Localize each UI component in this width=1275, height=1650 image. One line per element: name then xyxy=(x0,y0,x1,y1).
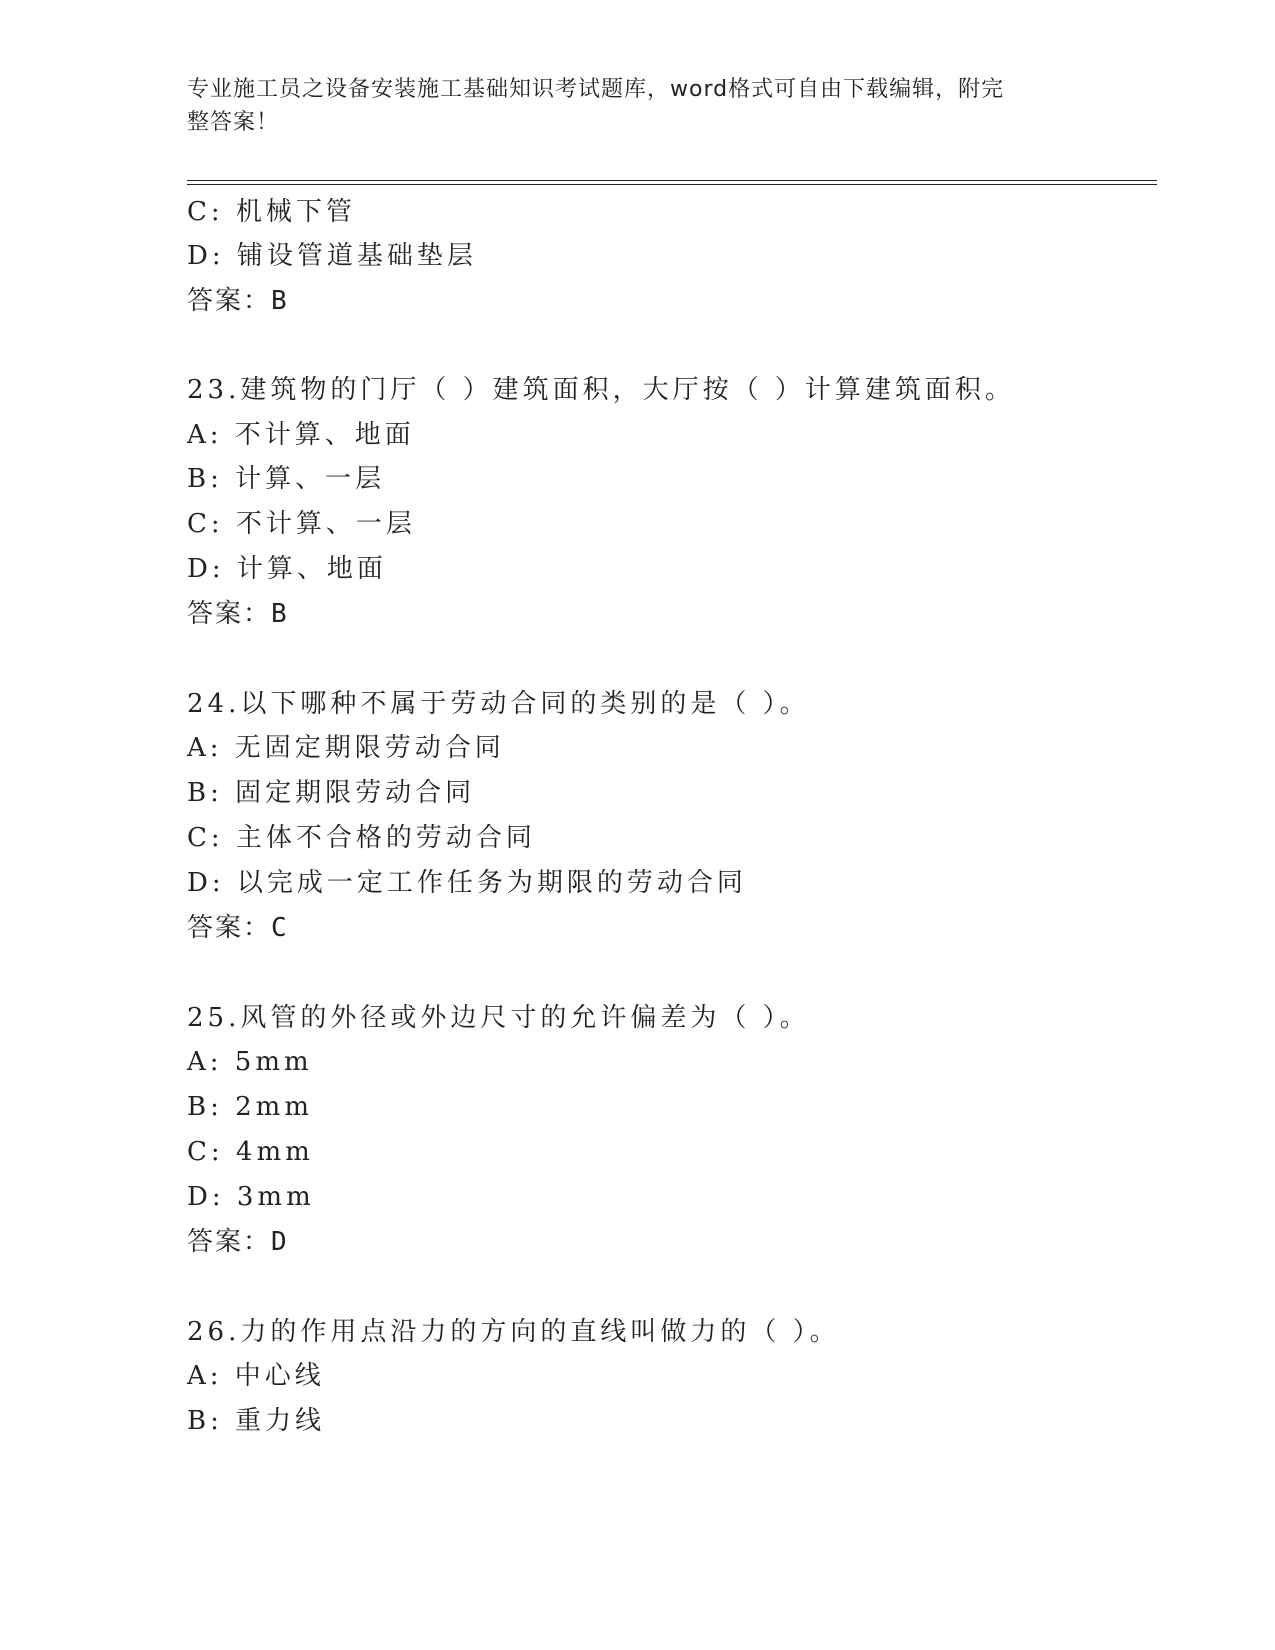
question-text: 23.建筑物的门厅（ ）建筑面积，大厅按（ ）计算建筑面积。 xyxy=(187,375,1015,405)
question-text: 25.风管的外径或外边尺寸的允许偏差为（ ）。 xyxy=(187,1003,810,1033)
option-d: D: 3mm xyxy=(187,1182,315,1212)
option-b: B: 重力线 xyxy=(187,1406,326,1436)
option-d: D: 以完成一定工作任务为期限的劳动合同 xyxy=(187,868,747,898)
answer-line: 答案：C xyxy=(187,913,289,943)
option-d: D: 计算、地面 xyxy=(187,554,387,584)
option-d: D: 铺设管道基础垫层 xyxy=(187,241,477,271)
option-b: B: 计算、一层 xyxy=(187,464,386,494)
option-c: C: 4mm xyxy=(187,1137,314,1167)
option-a: A: 无固定期限劳动合同 xyxy=(187,733,505,763)
option-a: A: 5mm xyxy=(187,1047,313,1077)
answer-line: 答案：B xyxy=(187,286,289,316)
option-c: C: 不计算、一层 xyxy=(187,509,416,539)
answer-line: 答案：D xyxy=(187,1227,289,1257)
option-a: A: 不计算、地面 xyxy=(187,420,415,450)
header-line-2: 整答案！ xyxy=(187,110,280,135)
option-c: C: 机械下管 xyxy=(187,197,356,227)
header-line-1: 专业施工员之设备安装施工基础知识考试题库，word格式可自由下载编辑，附完 xyxy=(187,77,1005,102)
header-divider-bottom xyxy=(187,184,1157,185)
header-divider-top xyxy=(187,180,1157,181)
option-a: A: 中心线 xyxy=(187,1361,325,1391)
answer-line: 答案：B xyxy=(187,599,289,629)
question-text: 24.以下哪种不属于劳动合同的类别的是（ ）。 xyxy=(187,689,810,719)
option-b: B: 2mm xyxy=(187,1092,313,1122)
option-b: B: 固定期限劳动合同 xyxy=(187,778,476,808)
option-c: C: 主体不合格的劳动合同 xyxy=(187,823,536,853)
document-header xyxy=(187,73,1067,139)
question-text: 26.力的作用点沿力的方向的直线叫做力的（ ）。 xyxy=(187,1317,840,1347)
